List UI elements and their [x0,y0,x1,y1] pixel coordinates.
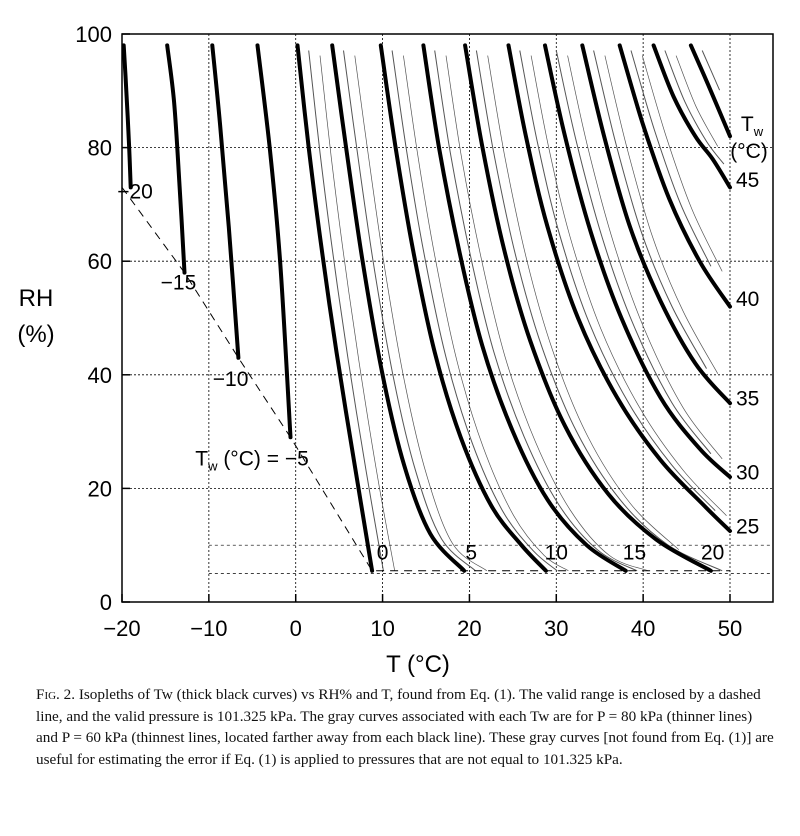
gray-isopleth-curve [594,51,707,369]
gray-isopleth-curve [665,51,724,165]
x-tick-label: 30 [544,616,569,641]
x-tick-label: −10 [190,616,228,641]
x-tick-label: 0 [289,616,302,641]
x-tick-label: 20 [457,616,482,641]
x-tick-label: 10 [370,616,395,641]
bottom-curve-label: 15 [622,541,647,565]
right-curve-label: 35 [736,387,760,411]
gray-isopleth-curve [355,56,487,571]
isopleth-curve [258,45,291,437]
gray-isopleth-curve [605,56,718,374]
isopleth-curve [620,45,730,306]
x-axis-title: T (°C) [386,651,450,678]
isopleth-curve [691,45,730,136]
y-tick-label: 40 [87,362,112,388]
caption-fig: Fig. 2. [36,686,76,703]
left-curve-label: $T_w$ (°C) = −5 [195,447,309,474]
right-curve-label: 30 [736,461,760,485]
left-curve-label: −10 [212,368,249,392]
x-tick-label: 50 [717,616,743,641]
right-curve-label: 45 [736,168,760,192]
bottom-curve-label: 20 [700,541,725,565]
y-tick-label: 20 [87,476,112,502]
isopleth-curve [212,45,238,357]
left-curve-label: −20 [117,180,153,204]
right-curve-label: 40 [736,288,760,312]
bottom-curve-label: 5 [465,541,478,565]
gray-isopleth-curve [344,51,476,571]
x-tick-label: 40 [630,616,656,641]
gray-isopleth-curve [702,51,719,91]
y-tick-label: 100 [75,22,112,47]
legend-title-unit: (°C) [730,140,768,163]
caption-text: Isopleths of Tw (thick black curves) vs RH% and T, found from Eq. (1). The valid range is enclosed by a dashed line, and the valid pressure is 101.325 kPa. The gray curves associated with each Tw are for P = 80 kPa (thinner lines) and P = 60 kPa (thinnest lines, located farther away from each black line). These gray curves [not found from Eq. (1)] are useful for estimating the error if Eq. (1) is applied to pressures that are not equal to 101.325 kPa. [36,686,774,768]
right-curve-label: 25 [736,515,760,539]
x-tick-label: −20 [103,616,141,641]
y-tick-label: 60 [87,249,112,275]
y-tick-label: 80 [87,135,112,161]
isopleth-curve [167,45,184,272]
y-axis-title-pct: (%) [17,321,55,348]
figure-caption [36,684,776,770]
y-tick-label: 0 [99,590,112,615]
gray-isopleth-curve [476,51,725,571]
bottom-curve-label: 10 [544,541,568,565]
isopleth-curve [298,45,373,570]
gray-isopleth-curve [676,56,718,147]
y-axis-title-rh: RH [18,285,54,312]
isopleth-curves [124,45,730,570]
isopleth-curve [124,45,131,187]
left-curve-label: −15 [160,271,197,295]
legend-title: $T_w$ [740,113,764,139]
isopleth-curve [332,45,464,570]
bottom-curve-label: 0 [376,541,389,565]
